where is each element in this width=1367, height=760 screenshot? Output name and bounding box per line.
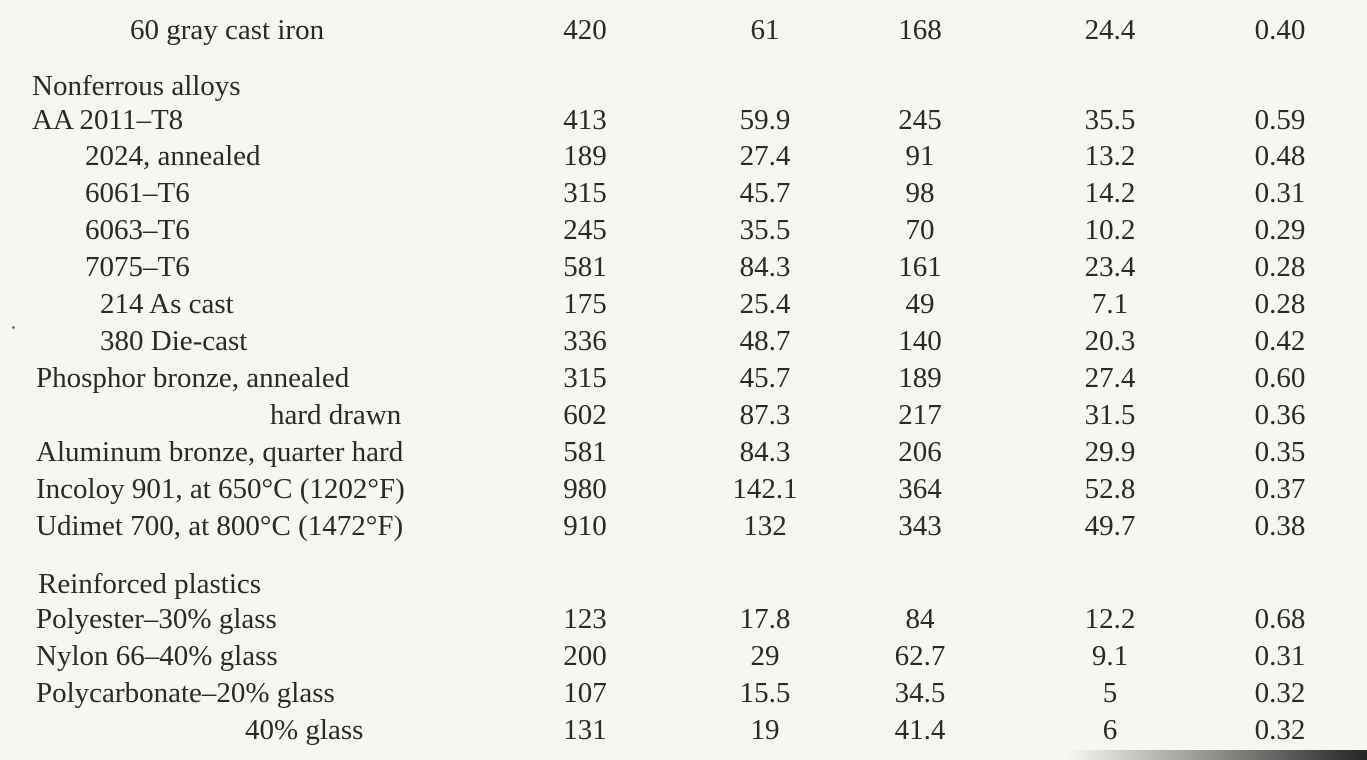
cell: 7.1 bbox=[1091, 288, 1129, 320]
cell: 0.32 bbox=[1254, 677, 1306, 709]
cell: 0.68 bbox=[1254, 603, 1306, 635]
cell: 168 bbox=[898, 14, 942, 46]
cell: 420 bbox=[563, 14, 607, 46]
scan-speck bbox=[12, 326, 15, 329]
row-label: 6061–T6 bbox=[85, 177, 190, 209]
cell: 62.7 bbox=[894, 640, 946, 672]
row-label: Polyester–30% glass bbox=[36, 603, 277, 635]
section-heading: Reinforced plastics bbox=[38, 568, 262, 600]
cell: 602 bbox=[563, 399, 607, 431]
cell: 0.35 bbox=[1254, 436, 1306, 468]
cell: 0.38 bbox=[1254, 510, 1306, 542]
cell: 48.7 bbox=[739, 325, 791, 357]
cell: 10.2 bbox=[1084, 214, 1136, 246]
cell: 910 bbox=[563, 510, 607, 542]
row-label: Nylon 66–40% glass bbox=[36, 640, 278, 672]
cell: 98 bbox=[905, 177, 935, 209]
row-label: Incoloy 901, at 650°C (1202°F) bbox=[36, 473, 405, 505]
cell: 41.4 bbox=[894, 714, 946, 746]
row-label: Udimet 700, at 800°C (1472°F) bbox=[36, 510, 404, 542]
cell: 315 bbox=[563, 362, 607, 394]
table-row bbox=[0, 286, 1367, 322]
row-label: AA 2011–T8 bbox=[32, 104, 184, 136]
cell: 132 bbox=[743, 510, 787, 542]
cell: 20.3 bbox=[1084, 325, 1136, 357]
cell: 14.2 bbox=[1084, 177, 1136, 209]
cell: 0.28 bbox=[1254, 288, 1306, 320]
table-row bbox=[0, 434, 1367, 470]
scan-edge-shadow bbox=[1067, 750, 1367, 760]
cell: 0.29 bbox=[1254, 214, 1306, 246]
cell: 5 bbox=[1102, 677, 1118, 709]
cell: 27.4 bbox=[1084, 362, 1136, 394]
cell: 13.2 bbox=[1084, 140, 1136, 172]
cell: 9.1 bbox=[1091, 640, 1129, 672]
table-row bbox=[0, 601, 1367, 637]
table-row bbox=[0, 175, 1367, 211]
cell: 0.48 bbox=[1254, 140, 1306, 172]
cell: 29.9 bbox=[1084, 436, 1136, 468]
table-row bbox=[0, 360, 1367, 396]
table-row bbox=[0, 102, 1367, 138]
cell: 343 bbox=[898, 510, 942, 542]
cell: 245 bbox=[898, 104, 942, 136]
row-label: 40% glass bbox=[245, 714, 364, 746]
cell: 27.4 bbox=[739, 140, 791, 172]
cell: 0.28 bbox=[1254, 251, 1306, 283]
row-label: 380 Die-cast bbox=[100, 325, 248, 357]
cell: 161 bbox=[898, 251, 942, 283]
cell: 84.3 bbox=[739, 251, 791, 283]
row-label: 2024, annealed bbox=[85, 140, 261, 172]
cell: 142.1 bbox=[732, 473, 798, 505]
table-row bbox=[0, 12, 1367, 48]
cell: 49 bbox=[905, 288, 935, 320]
table-row bbox=[0, 249, 1367, 285]
table-row bbox=[0, 212, 1367, 248]
cell: 0.42 bbox=[1254, 325, 1306, 357]
cell: 35.5 bbox=[1084, 104, 1136, 136]
cell: 0.40 bbox=[1254, 14, 1306, 46]
cell: 175 bbox=[563, 288, 607, 320]
cell: 52.8 bbox=[1084, 473, 1136, 505]
table-row bbox=[0, 508, 1367, 544]
cell: 24.4 bbox=[1084, 14, 1136, 46]
table-row bbox=[0, 712, 1367, 748]
cell: 245 bbox=[563, 214, 607, 246]
row-label: 60 gray cast iron bbox=[130, 14, 325, 46]
cell: 189 bbox=[563, 140, 607, 172]
table-row bbox=[0, 138, 1367, 174]
cell: 45.7 bbox=[739, 177, 791, 209]
cell: 217 bbox=[898, 399, 942, 431]
cell: 189 bbox=[898, 362, 942, 394]
cell: 91 bbox=[905, 140, 935, 172]
cell: 17.8 bbox=[739, 603, 791, 635]
cell: 12.2 bbox=[1084, 603, 1136, 635]
cell: 364 bbox=[898, 473, 942, 505]
cell: 123 bbox=[563, 603, 607, 635]
table-row bbox=[0, 471, 1367, 507]
clipped-top-row bbox=[0, 0, 1367, 12]
cell: 0.31 bbox=[1254, 177, 1306, 209]
table-row bbox=[0, 323, 1367, 359]
cell: 336 bbox=[563, 325, 607, 357]
cell: 980 bbox=[563, 473, 607, 505]
table-row bbox=[0, 397, 1367, 433]
cell: 581 bbox=[563, 436, 607, 468]
row-label: 6063–T6 bbox=[85, 214, 190, 246]
cell: 84 bbox=[905, 603, 935, 635]
section-heading: Nonferrous alloys bbox=[32, 70, 241, 102]
row-label: 7075–T6 bbox=[85, 251, 190, 283]
row-label: Aluminum bronze, quarter hard bbox=[36, 436, 404, 468]
cell: 45.7 bbox=[739, 362, 791, 394]
cell: 0.60 bbox=[1254, 362, 1306, 394]
cell: 0.59 bbox=[1254, 104, 1306, 136]
cell: 35.5 bbox=[739, 214, 791, 246]
cell: 87.3 bbox=[739, 399, 791, 431]
cell: 25.4 bbox=[739, 288, 791, 320]
cell: 315 bbox=[563, 177, 607, 209]
cell: 0.31 bbox=[1254, 640, 1306, 672]
cell: 84.3 bbox=[739, 436, 791, 468]
cell: 6 bbox=[1102, 714, 1118, 746]
row-label: Phosphor bronze, annealed bbox=[36, 362, 350, 394]
cell: 70 bbox=[905, 214, 935, 246]
cell: 0.32 bbox=[1254, 714, 1306, 746]
row-label: Polycarbonate–20% glass bbox=[36, 677, 335, 709]
cell: 206 bbox=[898, 436, 942, 468]
cell: 107 bbox=[563, 677, 607, 709]
table-row bbox=[0, 675, 1367, 711]
cell: 29 bbox=[750, 640, 780, 672]
cell: 61 bbox=[750, 14, 780, 46]
table-row bbox=[0, 638, 1367, 674]
cell: 0.37 bbox=[1254, 473, 1306, 505]
cell: 140 bbox=[898, 325, 942, 357]
cell: 413 bbox=[563, 104, 607, 136]
cell: 581 bbox=[563, 251, 607, 283]
cell: 200 bbox=[563, 640, 607, 672]
cell: 0.36 bbox=[1254, 399, 1306, 431]
cell: 131 bbox=[563, 714, 607, 746]
cell: 59.9 bbox=[739, 104, 791, 136]
cell: 31.5 bbox=[1084, 399, 1136, 431]
cell: 19 bbox=[750, 714, 780, 746]
cell: 15.5 bbox=[739, 677, 791, 709]
row-label: 214 As cast bbox=[100, 288, 234, 320]
cell: 23.4 bbox=[1084, 251, 1136, 283]
cell: 34.5 bbox=[894, 677, 946, 709]
row-label: hard drawn bbox=[270, 399, 402, 431]
cell: 49.7 bbox=[1084, 510, 1136, 542]
